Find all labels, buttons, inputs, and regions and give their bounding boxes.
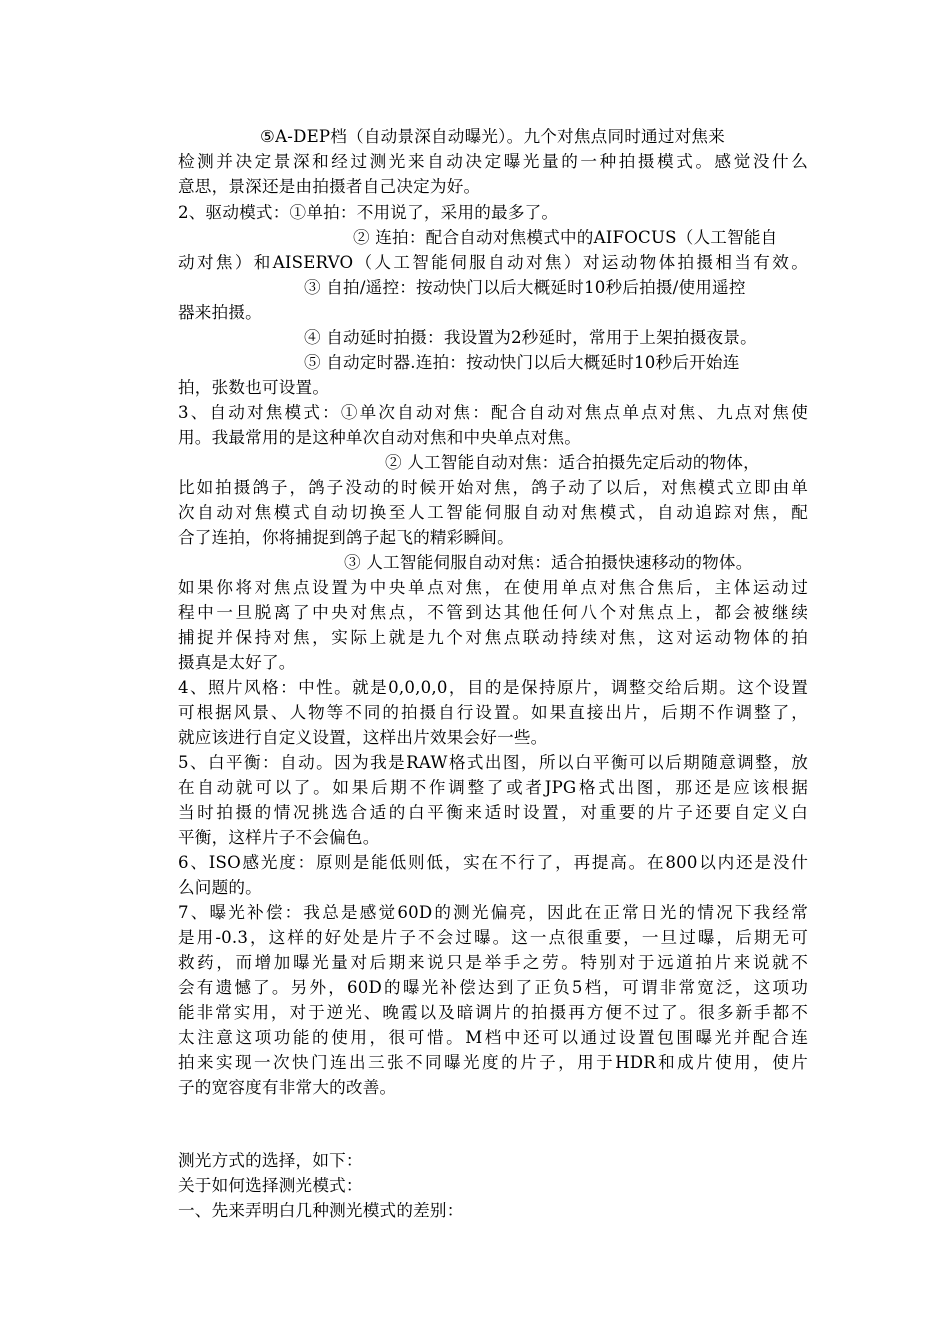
text-line: 可根据风景、人物等不同的拍摄自行设置。如果直接出片，后期不作调整了， [178,703,808,722]
text-line: 意思，景深还是由拍摄者自己决定为好。 [178,177,481,196]
text-line: 当时拍摄的情况挑选合适的白平衡来适时设置，对重要的片子还要自定义白 [178,803,808,822]
text-line: 2、驱动模式：①单拍：不用说了，采用的最多了。 [178,203,559,222]
text-line: ⑤ 自动定时器.连拍：按动快门以后大概延时10秒后开始连 [304,353,740,372]
text-line: 么问题的。 [178,878,262,897]
text-line: 5、白平衡：自动。因为我是RAW格式出图，所以白平衡可以后期随意调整，放 [178,753,808,772]
text-line: 器来拍摄。 [178,303,262,322]
text-line: ⑤A-DEP档（自动景深自动曝光）。九个对焦点同时通过对焦来 [260,127,725,146]
text-line: 检测并决定景深和经过测光来自动决定曝光量的一种拍摄模式。感觉没什么 [178,152,808,171]
text-line: 是用-0.3，这样的好处是片子不会过曝。这一点很重要，一旦过曝，后期无可 [178,928,808,947]
text-line: 救药，而增加曝光量对后期来说只是举手之劳。特别对于远道拍片来说就不 [178,953,808,972]
text-line: 捕捉并保持对焦，实际上就是九个对焦点联动持续对焦，这对运动物体的拍 [178,628,808,647]
text-line: 在自动就可以了。如果后期不作调整了或者JPG格式出图，那还是应该根据 [178,778,808,797]
text-line: 3、自动对焦模式：①单次自动对焦：配合自动对焦点单点对焦、九点对焦使 [178,403,808,422]
text-line: 如果你将对焦点设置为中央单点对焦，在使用单点对焦合焦后，主体运动过 [178,578,808,597]
text-line: 平衡，这样片子不会偏色。 [178,828,380,847]
text-line: 摄真是太好了。 [178,653,296,672]
text-line: 拍，张数也可设置。 [178,378,330,397]
text-line: 4、照片风格：中性。就是0,0,0,0，目的是保持原片，调整交给后期。这个设置 [178,678,808,697]
text-line: ③ 自拍/遥控：按动快门以后大概延时10秒后拍摄/使用遥控 [304,278,746,297]
text-line: ④ 自动延时拍摄：我设置为2秒延时，常用于上架拍摄夜景。 [304,328,757,347]
text-line: 能非常实用，对于逆光、晚霞以及暗调片的拍摄再方便不过了。很多新手都不 [178,1003,808,1022]
text-line: 用。我最常用的是这种单次自动对焦和中央单点对焦。 [178,428,582,447]
text-line: 动对焦）和AISERVO（人工智能伺服自动对焦）对运动物体拍摄相当有效。 [178,253,808,272]
text-line: 子的宽容度有非常大的改善。 [178,1078,397,1097]
text-line: 7、曝光补偿：我总是感觉60D的测光偏亮，因此在正常日光的情况下我经常 [178,903,808,922]
text-line: 程中一旦脱离了中央对焦点，不管到达其他任何八个对焦点上，都会被继续 [178,603,808,622]
text-line: 一、先来弄明白几种测光模式的差别： [178,1201,464,1220]
text-line: 太注意这项功能的使用，很可惜。M档中还可以通过设置包围曝光并配合连 [178,1028,808,1047]
text-line: 比如拍摄鸽子，鸽子没动的时候开始对焦，鸽子动了以后，对焦模式立即由单 [178,478,808,497]
text-line: ③ 人工智能伺服自动对焦：适合拍摄快速移动的物体。 [344,553,753,572]
text-line: 就应该进行自定义设置，这样出片效果会好一些。 [178,728,548,747]
text-line: ② 连拍：配合自动对焦模式中的AIFOCUS（人工智能自 [353,228,778,247]
text-line: 测光方式的选择，如下： [178,1151,363,1170]
text-line: 合了连拍，你将捕捉到鸽子起飞的精彩瞬间。 [178,528,514,547]
text-line: 关于如何选择测光模式： [178,1176,363,1195]
text-line: 会有遗憾了。另外，60D的曝光补偿达到了正负5档，可谓非常宽泛，这项功 [178,978,808,997]
text-line: ② 人工智能自动对焦：适合拍摄先定后动的物体， [385,453,760,472]
text-line: 拍来实现一次快门连出三张不同曝光度的片子，用于HDR和成片使用，使片 [178,1053,808,1072]
text-line: 次自动对焦模式自动切换至人工智能伺服自动对焦模式，自动追踪对焦，配 [178,503,808,522]
text-line: 6、ISO感光度：原则是能低则低，实在不行了，再提高。在800以内还是没什 [178,853,808,872]
